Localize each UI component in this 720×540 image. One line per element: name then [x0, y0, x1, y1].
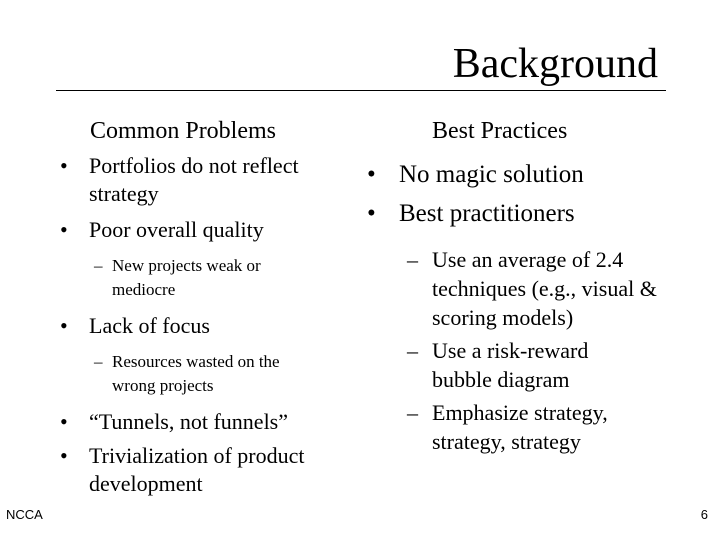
sub-list-item-text: Emphasize strategy, strategy, strategy — [432, 400, 608, 454]
list-item — [60, 312, 350, 340]
list-item-text: Portfolios do not reflect strategy — [89, 153, 299, 206]
sub-list-item-text: Use a risk-reward bubble diagram — [432, 338, 589, 392]
list-item-text: Lack of focus — [89, 313, 210, 338]
list-item — [60, 408, 350, 436]
sub-list-item-text: Resources wasted on the wrong projects — [112, 352, 280, 395]
right-column-heading: Best Practices — [432, 118, 568, 144]
dash-icon: – — [94, 352, 103, 371]
sub-list-item-text: New projects weak or mediocre — [112, 256, 261, 299]
bullet-icon: • — [60, 217, 68, 242]
bullet-icon: • — [367, 161, 376, 188]
slide-title: Background — [452, 41, 658, 87]
dash-icon: – — [407, 247, 418, 272]
list-item-text: Trivialization of product development — [89, 443, 305, 496]
dash-icon: – — [407, 400, 418, 425]
list-item-text: Poor overall quality — [89, 217, 264, 242]
sub-list-item — [367, 398, 642, 456]
common-problems-list — [60, 152, 350, 498]
sub-list-item — [367, 336, 632, 394]
left-column-heading: Common Problems — [90, 118, 277, 144]
footer-organization: NCCA — [6, 507, 43, 522]
list-item-text: Best practitioners — [399, 200, 575, 227]
sub-list-item — [367, 245, 657, 332]
list-item — [60, 442, 329, 498]
bullet-icon: • — [60, 313, 68, 338]
sub-list-item-text: Use an average of 2.4 techniques (e.g., visual & scoring models) — [432, 247, 657, 330]
list-item — [60, 216, 350, 244]
list-item — [367, 194, 677, 233]
title-divider — [56, 90, 666, 91]
page-number: 6 — [700, 507, 708, 522]
list-item — [367, 155, 677, 194]
bullet-icon: • — [60, 443, 68, 468]
dash-icon: – — [94, 256, 103, 275]
list-item-text: No magic solution — [399, 161, 584, 188]
bullet-icon: • — [60, 409, 68, 434]
sub-list-item — [60, 254, 312, 302]
list-item — [60, 152, 321, 208]
bullet-icon: • — [60, 153, 68, 178]
list-item-text: “Tunnels, not funnels” — [89, 409, 289, 434]
bullet-icon: • — [367, 200, 376, 227]
sub-list-item — [60, 350, 322, 398]
dash-icon: – — [407, 338, 418, 363]
best-practices-list — [367, 155, 677, 456]
